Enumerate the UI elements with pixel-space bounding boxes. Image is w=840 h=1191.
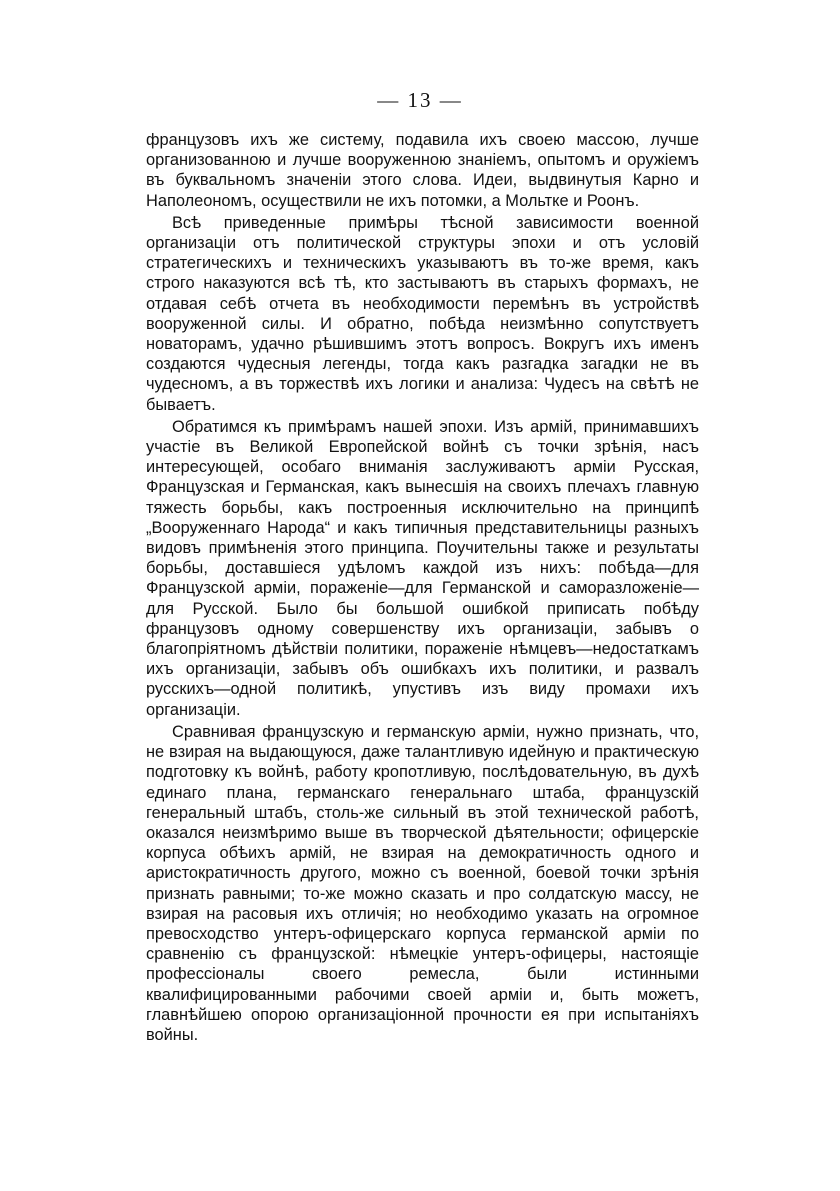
paragraph-military-organization: Всѣ приведенные примѣры тѣсной зависимости военной организаціи отъ политической структуры эпохи и отъ условій стратегическихъ и техническихъ указываютъ въ то-же время, какъ строго наказуются всѣ тѣ, кто застываютъ въ старыхъ формахъ, не отдавая себѣ отчета въ необходимости перемѣнъ въ устройствѣ вооруженной силы. И обратно, побѣда неизмѣнно сопутствуетъ новаторамъ, удачно рѣшившимъ этотъ вопросъ. Вокругъ ихъ именъ создаются чудесныя легенды, тогда какъ разгадка загадки не въ чудесномъ, а въ торжествѣ ихъ логики и анализа: Чудесъ на свѣтѣ не бываетъ.: [146, 213, 699, 414]
paragraph-continued: французовъ ихъ же систему, подавила ихъ своею массою, лучше организованною и лучше вооруженною знаніемъ, опытомъ и оружіемъ въ буквальномъ значеніи этого слова. Идеи, выдвинутыя Карно и Наполеономъ, осуществили не ихъ потомки, а Мольтке и Роонъ.: [146, 131, 699, 210]
paragraph-french-german-comparison: Сравнивая французскую и германскую арміи, нужно признать, что, не взирая на выдающуюся, даже талантливую идейную и практическую подготовку къ войнѣ, работу кропотливую, послѣдовательную, въ духѣ единаго плана, германскаго генеральнаго штаба, французскій генеральный штабъ, столь-же сильный въ этой технической работѣ, оказался неизмѣримо выше въ творческой дѣятельности; офицерскіе корпуса обѣихъ армій, не взирая на демократичность одного и аристократичность другого, можно съ военной, боевой точки зрѣнія признать равными; то-же можно сказать и про солдатскую массу, не взирая на расовыя ихъ отличія; но необходимо указать на огромное превосходство унтеръ-офицерскаго корпуса германской арміи по сравненію съ французской: нѣмецкіе унтеръ-офицеры, настоящіе профессіоналы своего ремесла, были истинными квалифицированными рабочими своей арміи и, быть можетъ, главнѣйшею опорою организаціонной прочности ея при испытаніяхъ войны.: [146, 722, 699, 1044]
paragraph-our-epoch: Обратимся къ примѣрамъ нашей эпохи. Изъ армій, принимавшихъ участіе въ Великой Европейской войнѣ съ точки зрѣнія, насъ интересующей, особаго вниманія заслуживаютъ арміи Русская, Французская и Германская, какъ вынесшія на своихъ плечахъ главную тяжесть борьбы, какъ построенныя исключительно на принципѣ „Вооруженнаго Народа“ и какъ типичныя представительницы разныхъ видовъ примѣненія этого принципа. Поучительны также и результаты борьбы, доставшіеся удѣломъ каждой изъ нихъ: побѣда—для Французской арміи, пораженіе—для Германской и саморазложеніе—для Русской. Было бы большой ошибкой приписать побѣду французовъ одному совершенству ихъ организаціи, забывъ о благопріятномъ дѣйствіи политики, пораженіе нѣмцевъ—недостаткамъ ихъ организаціи, забывъ объ ошибкахъ ихъ политики, и развалъ русскихъ—одной политикѣ, упустивъ изъ виду промахи ихъ организаціи.: [146, 417, 699, 719]
page-text: [146, 130, 699, 1045]
page-number: — 13 —: [377, 88, 463, 112]
